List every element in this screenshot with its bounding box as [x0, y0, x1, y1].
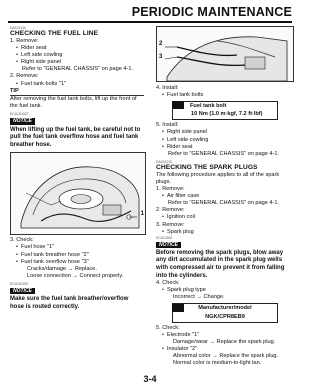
figure-callout-1: 1 — [140, 211, 144, 218]
list-item: • Rider seat — [10, 45, 144, 52]
wrench-icon — [172, 101, 184, 109]
step: 2. Remove: — [156, 207, 185, 214]
figure-callout-3: 3 — [159, 54, 163, 60]
fuel-tank-illustration — [11, 153, 145, 234]
list-item: • Fuel hose "1" — [10, 244, 144, 251]
list-item: • Ignition coil — [156, 214, 292, 221]
torque-spec-box — [172, 101, 278, 120]
list-item: • Spark plug type — [156, 287, 292, 294]
page-header — [0, 0, 300, 21]
check-result: Damage/wear → Replace the spark plug. — [173, 338, 276, 345]
list-item: • Fuel tank breather hose "2" — [10, 252, 144, 259]
check-result: Normal color is medium-to-light tan. — [173, 360, 262, 367]
section-code: EAS21220 — [156, 159, 173, 164]
step: 1. Remove: — [10, 38, 39, 44]
spec-value: 10 Nm (1.0 m·kgf, 7.2 ft·lbf) — [191, 111, 263, 118]
spec-title: Fuel tank bolt — [190, 103, 227, 110]
notice-code: ECA1S1007 — [10, 112, 29, 117]
notice-code: ECA1S1007 — [10, 281, 29, 286]
list-item: • Left side cowling — [10, 52, 144, 59]
tip-text: After removing the fuel tank bolts, lift up the front of the fuel tank. — [10, 95, 144, 111]
figure-fuel-tank — [10, 152, 146, 235]
tip-label: TIP — [10, 87, 19, 94]
step: 5. Check: — [156, 324, 180, 331]
notice-text: When lifting up the fuel tank, be careful not to pull the fuel tank overflow hose and fuel tank breather hose. — [10, 126, 141, 148]
step: 4. Install: — [156, 85, 179, 91]
header-rule — [8, 21, 292, 23]
check-result: Cracks/damage → Replace. — [27, 265, 97, 272]
notice-label: NOTICE — [156, 242, 181, 249]
check-result: Incorrect → Change. — [173, 294, 225, 301]
notice-label: NOTICE — [10, 118, 35, 125]
spec-value: NGK/CPR8EB9 — [205, 313, 245, 320]
spark-plug-spec-box — [172, 303, 278, 322]
check-result: Loose connection → Connect properly. — [27, 272, 124, 279]
right-column — [156, 26, 292, 367]
spec-icon — [172, 304, 184, 312]
section-code: EAS22110 — [10, 26, 26, 30]
spec-title: Manufacturer/model — [198, 305, 252, 312]
list-item: • Right side panel — [10, 59, 144, 66]
step: 3. Check: — [10, 237, 34, 244]
step: 2. Remove: — [10, 73, 39, 80]
step: 1. Remove: — [156, 186, 185, 193]
list-item: • Fuel tank overflow hose "3" — [10, 259, 144, 266]
heading-spark-plugs: CHECKING THE SPARK PLUGS — [156, 163, 258, 171]
check-result: Abnormal color → Replace the spark plug. — [173, 353, 279, 359]
left-column — [10, 26, 144, 311]
list-item: • Fuel tank bolts — [156, 92, 292, 99]
step: 4. Check: — [156, 280, 180, 287]
list-item: • Rider seat — [156, 144, 292, 151]
list-item: • Fuel tank bolts "1" — [10, 81, 144, 88]
page-number: 3-4 — [143, 374, 157, 384]
list-item: • Spark plug — [156, 229, 292, 236]
reference-text: Refer to "GENERAL CHASSIS" on page 4-1. — [168, 200, 280, 207]
figure-hoses — [156, 26, 294, 82]
notice-code: ECA13320 — [156, 235, 173, 240]
list-item: • Air filter case — [156, 193, 292, 200]
step: 3. Remove: — [156, 221, 185, 228]
intro-text: The following procedure applies to all of the spark plugs. — [156, 171, 280, 185]
notice-label: NOTICE — [10, 288, 35, 295]
list-item: • Left side cowling — [156, 137, 292, 144]
list-item: • Insulator "2" — [156, 346, 292, 353]
notice-text: Before removing the spark plugs, blow away any dirt accumulated in the spark plug wells with compressed air to prevent it from falling into the cylinders. — [156, 249, 285, 279]
notice-text: Make sure the fuel tank breather/overflow hose is routed correctly. — [10, 295, 129, 310]
reference-text: Refer to "GENERAL CHASSIS" on page 4-1. — [168, 150, 280, 157]
reference-text: Refer to "GENERAL CHASSIS" on page 4-1. — [22, 66, 134, 73]
figure-callout-2: 2 — [159, 41, 163, 47]
step: 5. Install: — [156, 122, 179, 129]
page-header-title: PERIODIC MAINTENANCE — [131, 5, 292, 19]
hose-routing-illustration — [157, 27, 293, 81]
heading-fuel-line: CHECKING THE FUEL LINE — [10, 30, 99, 37]
list-item: • Electrode "1" — [156, 332, 292, 339]
list-item: • Right side panel — [156, 129, 292, 136]
